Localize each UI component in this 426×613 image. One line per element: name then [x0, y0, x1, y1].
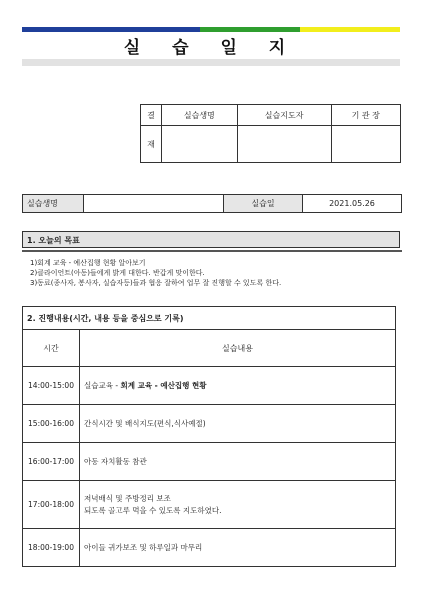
row-content-text: 실습교육 - — [84, 380, 121, 390]
student-name-label: 실습생명 — [23, 195, 84, 213]
approval-table — [140, 104, 401, 163]
row-content-text: 저녁배식 및 주방정리 보조 — [84, 493, 171, 503]
row-content-text: 되도록 골고루 먹을 수 있도록 지도하였다. — [84, 505, 222, 515]
row-content-bold: 회계 교육 - 예산집행 현황 — [120, 380, 207, 390]
row-time: 17:00-18:00 — [23, 481, 80, 529]
progress-heading: 2. 진행내용(시간, 내용 등을 중심으로 기록) — [23, 307, 396, 330]
student-name-value[interactable] — [84, 195, 224, 213]
goal-heading: 1. 오늘의 목표 — [22, 231, 400, 248]
row-time: 18:00-19:00 — [23, 529, 80, 567]
header-bar-green — [200, 27, 300, 32]
goal-line: 1)회계 교육 - 예산집행 현황 알아보기 — [30, 259, 146, 267]
row-content[interactable] — [80, 529, 396, 567]
row-time: 14:00-15:00 — [23, 367, 80, 405]
row-content[interactable] — [80, 405, 396, 443]
row-content-text: 아이들 귀가보조 및 하루일과 마무리 — [84, 542, 203, 552]
header-bar-blue — [22, 27, 200, 32]
col-content-header: 실습내용 — [80, 330, 396, 367]
row-content-text: 간식시간 및 배식지도(편식,식사예절) — [84, 418, 206, 428]
approval-side-bottom: 재 — [141, 126, 162, 163]
header-bar-yellow — [300, 27, 400, 32]
row-content-text: 아동 자치활동 참관 — [84, 456, 147, 466]
approval-header-student: 실습생명 — [162, 105, 238, 126]
row-content[interactable] — [80, 443, 396, 481]
row-content[interactable] — [80, 367, 396, 405]
col-time-header: 시간 — [23, 330, 80, 367]
approval-sign-supervisor[interactable] — [237, 126, 331, 163]
row-content[interactable] — [80, 481, 396, 529]
page-title: 실 습 일 지 — [123, 38, 299, 58]
date-value[interactable]: 2021.05.26 — [303, 195, 402, 213]
goal-list — [30, 258, 400, 288]
info-table — [22, 194, 402, 213]
goal-line: 3)동료(종사자, 봉사자, 실습자등)들과 협응 잘하여 업무 잘 진행할 수 있도록 한다. — [30, 279, 282, 287]
title-underbar — [22, 59, 400, 66]
date-label: 실습일 — [224, 195, 303, 213]
approval-sign-director[interactable] — [331, 126, 400, 163]
approval-side-top: 결 — [141, 105, 162, 126]
approval-sign-student[interactable] — [162, 126, 238, 163]
goal-divider — [22, 250, 402, 252]
progress-table — [22, 306, 396, 567]
goal-line: 2)클라이언트(아동)들에게 밝게 대한다. 반갑게 맞이한다. — [30, 269, 205, 277]
row-time: 15:00-16:00 — [23, 405, 80, 443]
row-time: 16:00-17:00 — [23, 443, 80, 481]
approval-header-supervisor: 실습지도자 — [237, 105, 331, 126]
approval-header-director: 기 관 장 — [331, 105, 400, 126]
